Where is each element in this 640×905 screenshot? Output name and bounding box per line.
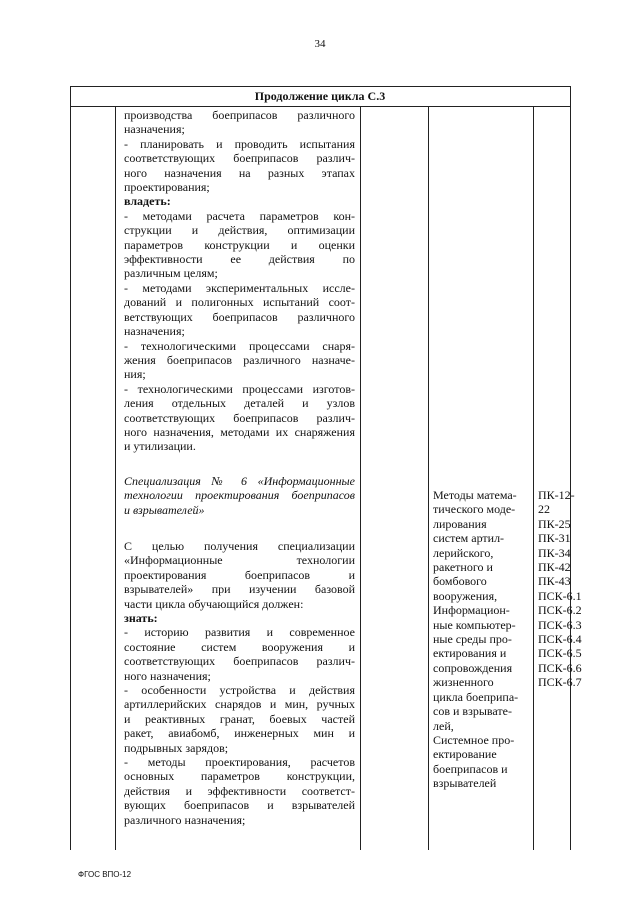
discipline-line: сопровождения (433, 660, 513, 675)
text-line: ного назначения; (124, 668, 211, 683)
table-left-border (70, 86, 71, 850)
text-line: «Информационные технологии (124, 553, 355, 568)
table-right-border (570, 86, 571, 850)
text-line: взрывателей» при изучении базовой (124, 582, 355, 597)
competency-code: ПСК-6.5 (538, 646, 582, 661)
text-line: и утилизации. (124, 439, 196, 454)
discipline-line: ектирование (433, 747, 497, 762)
text-line: основных параметров конструкции, (124, 769, 355, 784)
text-line: жения боеприпасов различного назначе- (124, 352, 355, 367)
discipline-line: боеприпасов и (433, 761, 508, 776)
competency-code: ПСК-6.6 (538, 660, 582, 675)
discipline-line: сов и взрывате- (433, 704, 512, 719)
discipline-line: взрывателей (433, 776, 497, 791)
text-line: проектирования боеприпасов и (124, 567, 355, 582)
page-number: 34 (314, 38, 326, 50)
specialization-title-line: технологии проектирования боеприпасов (124, 488, 355, 503)
table-header-title: Продолжение цикла С.3 (254, 89, 386, 103)
competency-code: ПСК-6.2 (538, 603, 582, 618)
text-line: эффективности ее действия по (124, 252, 355, 267)
text-line: - технологическими процессами изготов- (124, 381, 355, 396)
competency-code: ПК-42 (538, 560, 571, 575)
discipline-line: ные среды про- (433, 632, 512, 647)
text-line: дований и полигонных испытаний соот- (124, 295, 355, 310)
competency-code: ПСК-6.1 (538, 588, 582, 603)
footer-code: ФГОС ВПО-12 (78, 870, 132, 879)
discipline-line: лей, (433, 718, 454, 733)
text-line: и реактивных гранат, боевых частей (124, 711, 355, 726)
table-top-border (70, 86, 570, 87)
text-line: - методы проектирования, расчетов (124, 755, 355, 770)
discipline-line: ракетного и (433, 560, 493, 575)
discipline-line: Системное про- (433, 732, 515, 747)
discipline-line: лирования (433, 516, 487, 531)
text-line: - особенности устройства и действия (124, 683, 355, 698)
col-divider-1 (115, 106, 116, 850)
text-line: назначения; (124, 324, 185, 339)
discipline-line: лерийского, (433, 545, 494, 560)
text-line: - технологическими процессами снаря- (124, 338, 355, 353)
competence-description-column (124, 108, 355, 827)
text-line: назначения; (124, 122, 185, 137)
col-divider-2 (360, 106, 361, 850)
text-line: струкции и действия, оптимизации (124, 223, 355, 238)
discipline-line: тического моде- (433, 502, 516, 517)
text-line: проектирования; (124, 180, 210, 195)
text-line: знать: (124, 611, 158, 625)
discipline-line: Методы матема- (433, 488, 517, 502)
text-line: различным целям; (124, 266, 218, 281)
competency-code: ПСК-6.3 (538, 617, 582, 632)
discipline-line: цикла боеприпа- (433, 689, 519, 704)
text-line: - методами экспериментальных иссле- (124, 280, 355, 295)
text-line: части цикла обучающийся должен: (124, 596, 304, 611)
text-line: ления отдельных деталей и узлов (124, 396, 355, 411)
discipline-line: ные компьютер- (433, 617, 516, 632)
text-line: - историю развития и современное (124, 625, 355, 640)
text-line: параметров конструкции и оценки (124, 237, 355, 252)
text-line: владеть: (124, 194, 171, 209)
text-line: действия и эффективности соответст- (124, 783, 355, 798)
text-line: различного назначения; (124, 812, 246, 827)
header-row-border (70, 106, 570, 107)
discipline-line: бомбового (433, 574, 487, 589)
col-divider-3 (428, 106, 429, 850)
competency-code: ПК-25 (538, 516, 571, 531)
paragraph-spacer (124, 454, 355, 474)
competency-code: ПК-34 (538, 545, 571, 560)
competency-code: ПК-12-22 (538, 488, 575, 517)
competency-code: ПСК-6.7 (538, 675, 582, 690)
text-line: ния; (124, 367, 146, 382)
competency-code: ПК-43 (538, 574, 571, 589)
text-line: артиллерийских снарядов и мин, ручных (124, 697, 355, 712)
competency-code: ПСК-6.4 (538, 632, 582, 647)
discipline-line: жизненного (433, 675, 494, 690)
paragraph-spacer (124, 517, 355, 539)
specialization-title-line: и взрывателей» (124, 502, 205, 517)
text-line: ракет, авиабомб, инженерных мин и (124, 726, 355, 741)
text-line: соответствующих боеприпасов различ- (124, 151, 355, 166)
disciplines-column (433, 488, 529, 791)
specialization-title-line: Специализация № 6 «Информационные (124, 473, 355, 488)
text-line: - методами расчета параметров кон- (124, 208, 355, 223)
text-line: производства боеприпасов различного (124, 108, 355, 122)
text-line: соответствующих боеприпасов различ- (124, 410, 355, 425)
text-line: ного назначения на разных этапах (124, 165, 355, 180)
text-line: вующих боеприпасов и взрывателей (124, 798, 355, 813)
text-line: ного назначения, методами их снаряжения (124, 424, 355, 439)
discipline-line: вооружения, (433, 588, 498, 603)
discipline-line: ектирования и (433, 646, 507, 661)
text-line: состояние систем вооружения и (124, 639, 355, 654)
text-line: соответствующих боеприпасов различ- (124, 654, 355, 669)
text-line: - планировать и проводить испытания (124, 136, 355, 151)
col-divider-4 (533, 106, 534, 850)
competencies-column (538, 488, 582, 690)
text-line: ветствующих боеприпасов различного (124, 309, 355, 324)
text-line: подрывных зарядов; (124, 740, 229, 755)
text-line: С целью получения специализации (124, 538, 355, 553)
competency-code: ПК-31 (538, 531, 571, 546)
discipline-line: Информацион- (433, 603, 510, 618)
discipline-line: систем артил- (433, 531, 505, 546)
curriculum-table (70, 86, 582, 850)
